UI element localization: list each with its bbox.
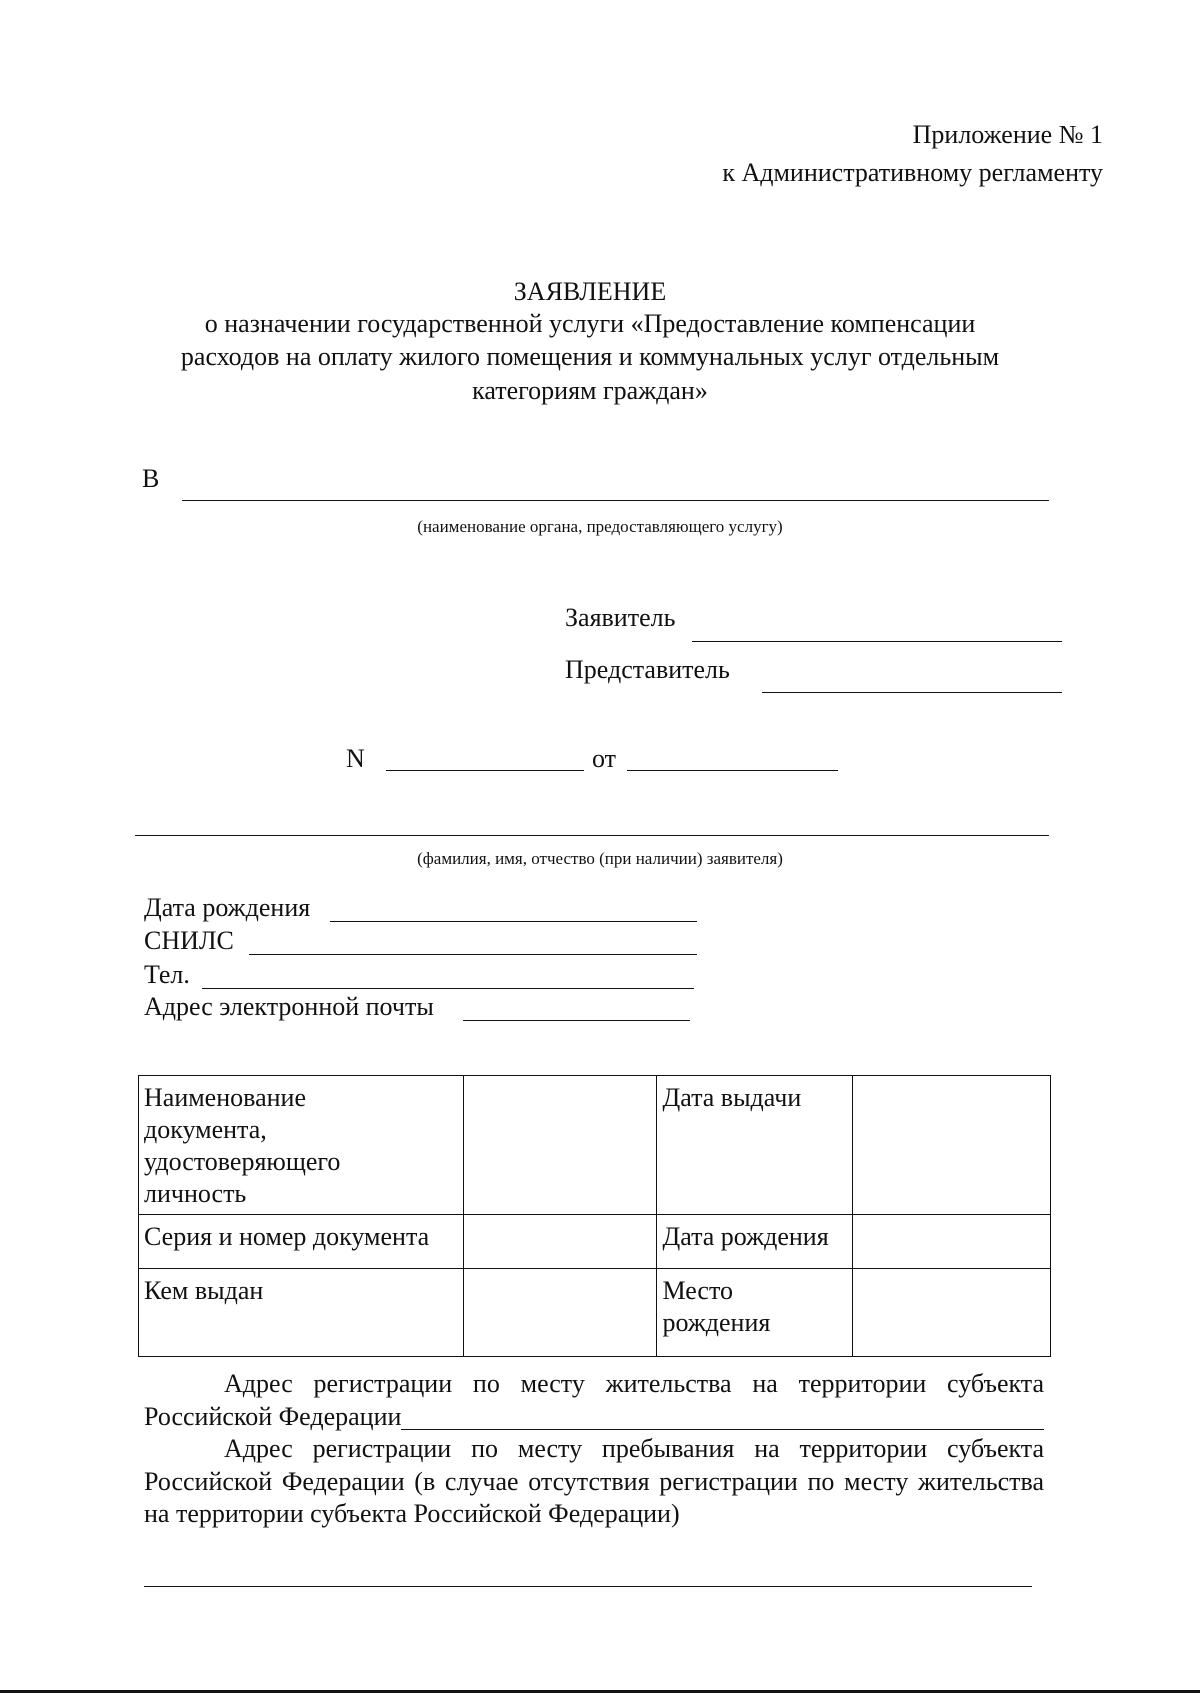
number-field[interactable] bbox=[386, 770, 584, 771]
recipient-prefix: В bbox=[142, 464, 160, 493]
number-label: N bbox=[346, 744, 365, 773]
appendix-label: Приложение № 1 bbox=[912, 120, 1103, 149]
issue-date-value[interactable] bbox=[853, 1076, 1051, 1215]
residence-address-text: Адрес регистрации по месту жительства на территории субъекта bbox=[224, 1369, 1044, 1398]
snils-label: СНИЛС bbox=[144, 926, 234, 955]
regulation-label: к Административному регламенту bbox=[722, 158, 1103, 187]
page-edge-divider bbox=[0, 1690, 1200, 1693]
representative-field[interactable] bbox=[762, 692, 1062, 693]
subtitle-line: расходов на оплату жилого помещения и коммунальных услуг отдельным bbox=[180, 342, 1000, 371]
table-row bbox=[139, 1215, 1051, 1269]
birth-date-table-label: Дата рождения bbox=[657, 1215, 853, 1269]
birth-date-field[interactable] bbox=[330, 921, 697, 922]
birth-place-label: Место рождения bbox=[657, 1269, 853, 1357]
doc-name-value[interactable] bbox=[463, 1076, 657, 1215]
residence-address-field[interactable] bbox=[401, 1407, 1044, 1430]
birth-place-value[interactable] bbox=[853, 1269, 1051, 1357]
stay-address-field[interactable] bbox=[144, 1586, 1032, 1587]
table-row bbox=[139, 1269, 1051, 1357]
issue-date-label: Дата выдачи bbox=[657, 1076, 853, 1215]
issued-by-label: Кем выдан bbox=[139, 1269, 464, 1357]
issued-by-value[interactable] bbox=[463, 1269, 657, 1357]
series-number-label: Серия и номер документа bbox=[139, 1215, 464, 1269]
subtitle-line: категориям граждан» bbox=[472, 376, 708, 405]
applicant-label: Заявитель bbox=[565, 603, 676, 632]
representative-label: Представитель bbox=[565, 655, 730, 684]
residence-address-text-cont: Российской Федерации bbox=[144, 1402, 402, 1431]
date-field[interactable] bbox=[627, 770, 838, 771]
recipient-caption: (наименование органа, предоставляющего услугу) bbox=[417, 517, 783, 536]
doc-name-label: Наименование документа, удостоверяющего личность bbox=[139, 1076, 464, 1215]
birth-date-label: Дата рождения bbox=[144, 893, 311, 922]
birth-date-table-value[interactable] bbox=[853, 1215, 1051, 1269]
date-from-label: от bbox=[592, 744, 617, 773]
snils-field[interactable] bbox=[249, 954, 697, 955]
recipient-field[interactable] bbox=[182, 500, 1049, 501]
fio-field[interactable] bbox=[135, 835, 1049, 836]
table-row bbox=[139, 1076, 1051, 1215]
id-document-table bbox=[138, 1075, 1051, 1357]
fio-caption: (фамилия, имя, отчество (при наличии) заявителя) bbox=[417, 849, 783, 868]
subtitle-line: о назначении государственной услуги «Предоставление компенсации bbox=[204, 309, 976, 338]
email-label: Адрес электронной почты bbox=[144, 992, 434, 1021]
applicant-field[interactable] bbox=[692, 641, 1062, 642]
stay-address-text: Адрес регистрации по месту пребывания на территории субъекта Российской Федерации (в случае отсутствия регистрации по месту жительства на территории субъекта Российской Федерации) bbox=[144, 1434, 1044, 1528]
series-number-value[interactable] bbox=[463, 1215, 657, 1269]
phone-field[interactable] bbox=[202, 988, 694, 989]
document-title: ЗАЯВЛЕНИЕ bbox=[513, 277, 667, 306]
phone-label: Тел. bbox=[144, 960, 190, 989]
email-field[interactable] bbox=[463, 1020, 690, 1021]
